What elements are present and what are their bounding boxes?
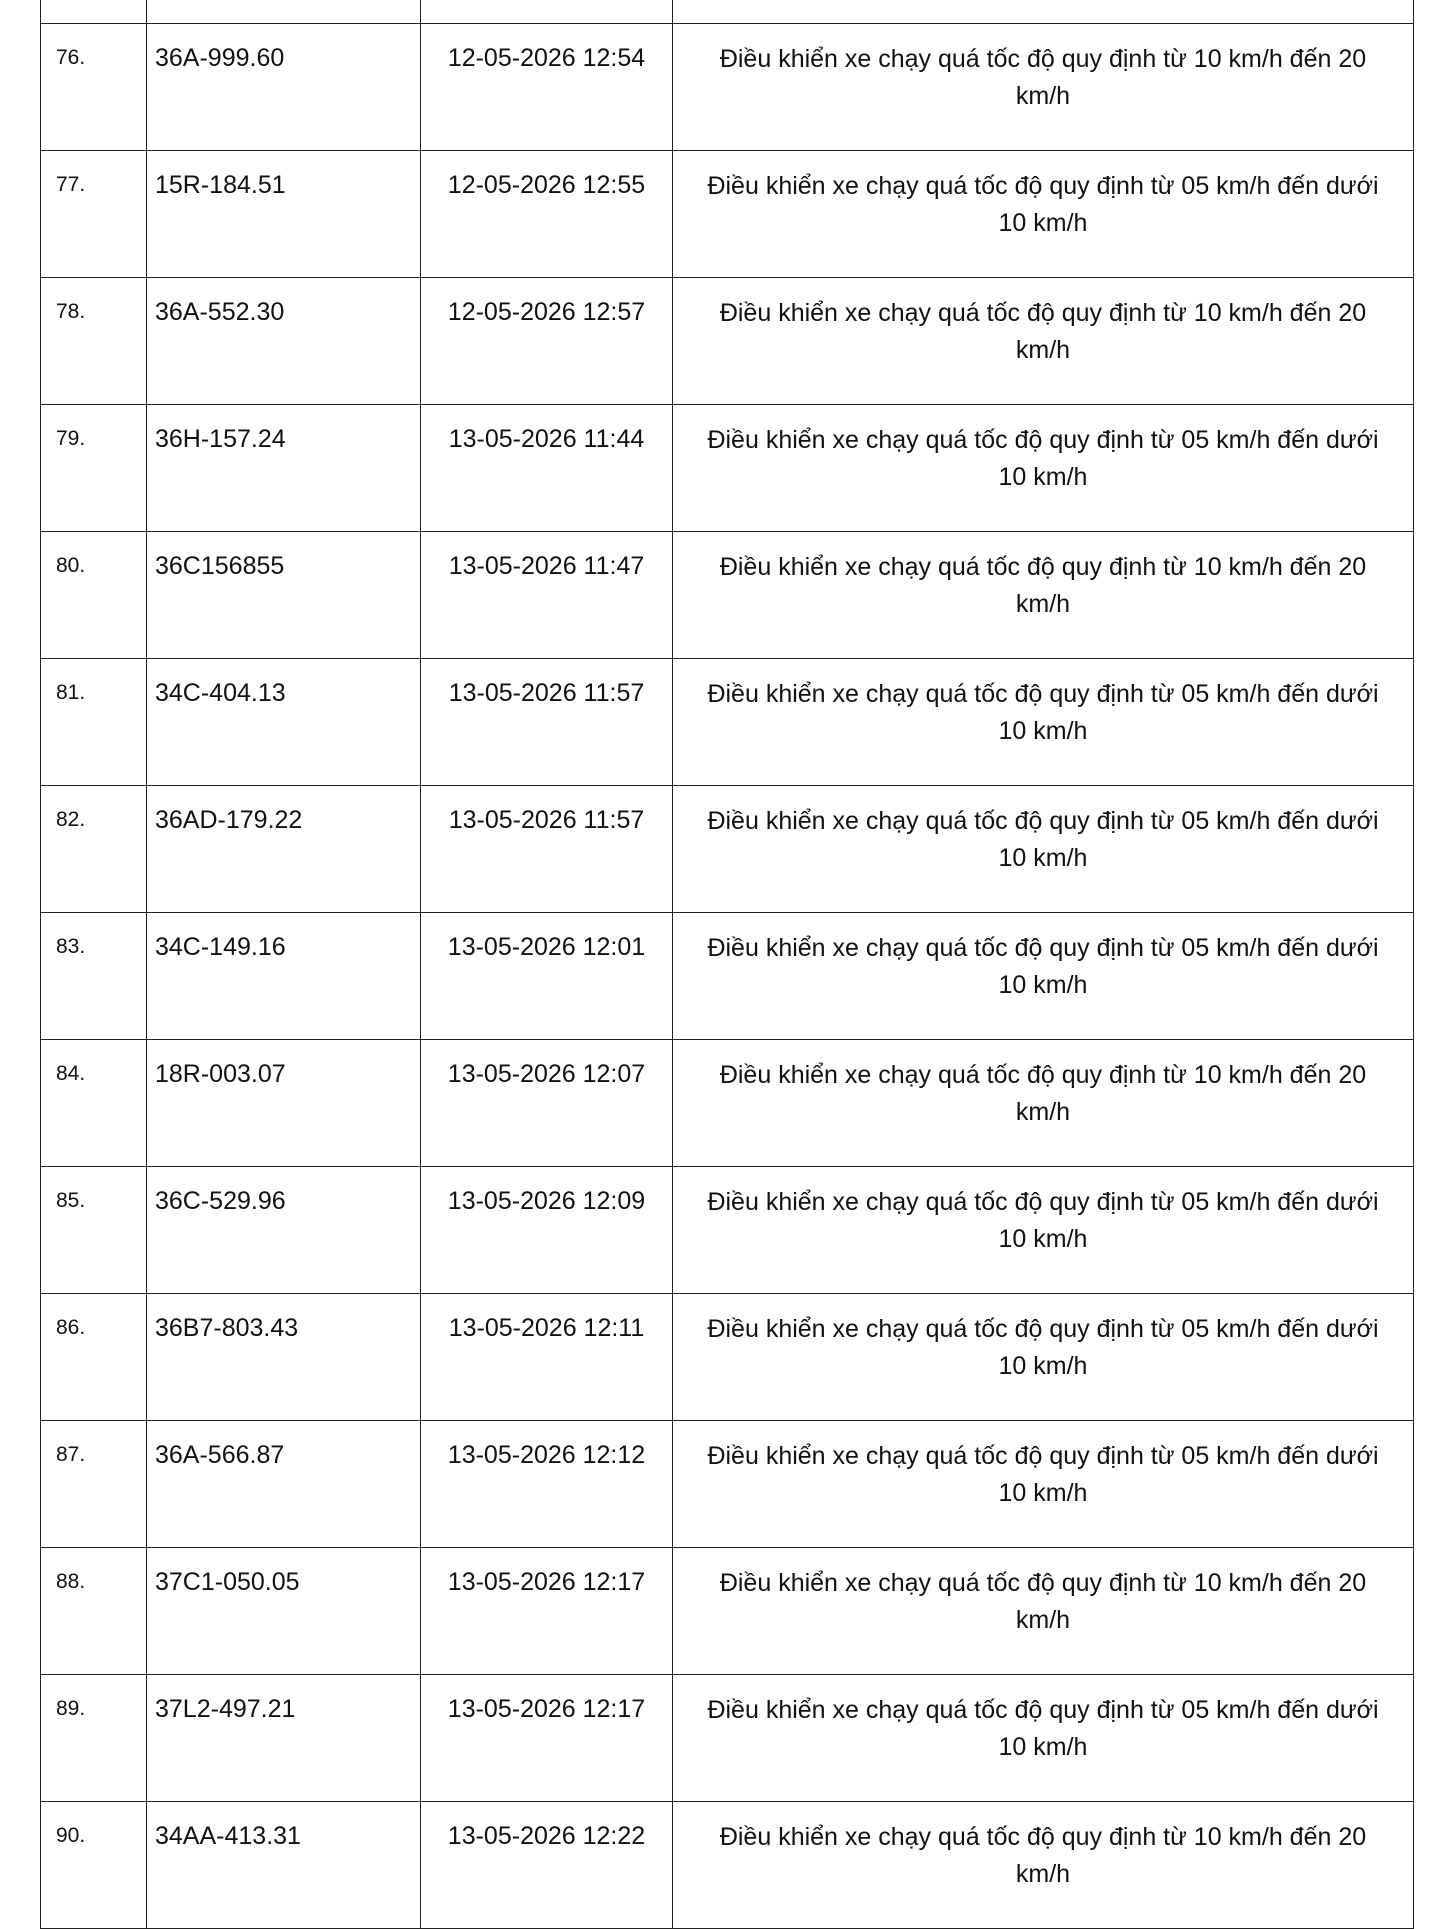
table-row bbox=[41, 151, 1414, 278]
violation-time-cell: 13-05-2026 11:47 bbox=[421, 532, 673, 659]
violation-description-cell: Điều khiển xe chạy quá tốc độ quy định từ 10 km/h đến 20 km/h bbox=[673, 278, 1414, 405]
violation-time-cell: 13-05-2026 12:17 bbox=[421, 1548, 673, 1675]
stub-cell bbox=[41, 0, 147, 24]
license-plate-cell: 36A-999.60 bbox=[147, 24, 421, 151]
violations-table-body bbox=[41, 0, 1414, 1929]
row-number-cell: 81. bbox=[41, 659, 147, 786]
table-row bbox=[41, 1294, 1414, 1421]
row-number-cell: 83. bbox=[41, 913, 147, 1040]
license-plate-cell: 36A-552.30 bbox=[147, 278, 421, 405]
row-number-cell: 86. bbox=[41, 1294, 147, 1421]
license-plate-cell: 36AD-179.22 bbox=[147, 786, 421, 913]
table-row bbox=[41, 24, 1414, 151]
row-number-cell: 85. bbox=[41, 1167, 147, 1294]
table-row bbox=[41, 405, 1414, 532]
table-row bbox=[41, 1802, 1414, 1929]
violation-description-cell: Điều khiển xe chạy quá tốc độ quy định từ 05 km/h đến dưới 10 km/h bbox=[673, 786, 1414, 913]
license-plate-cell: 37L2-497.21 bbox=[147, 1675, 421, 1802]
row-number-cell: 76. bbox=[41, 24, 147, 151]
table-row bbox=[41, 1167, 1414, 1294]
row-number-cell: 78. bbox=[41, 278, 147, 405]
row-number-cell: 84. bbox=[41, 1040, 147, 1167]
violation-description-cell: Điều khiển xe chạy quá tốc độ quy định từ 05 km/h đến dưới 10 km/h bbox=[673, 151, 1414, 278]
license-plate-cell: 36H-157.24 bbox=[147, 405, 421, 532]
violation-description-cell: Điều khiển xe chạy quá tốc độ quy định từ 10 km/h đến 20 km/h bbox=[673, 24, 1414, 151]
row-number-cell: 82. bbox=[41, 786, 147, 913]
license-plate-cell: 34C-404.13 bbox=[147, 659, 421, 786]
violation-time-cell: 13-05-2026 11:44 bbox=[421, 405, 673, 532]
row-number-cell: 80. bbox=[41, 532, 147, 659]
stub-cell bbox=[147, 0, 421, 24]
license-plate-cell: 34C-149.16 bbox=[147, 913, 421, 1040]
license-plate-cell: 34AA-413.31 bbox=[147, 1802, 421, 1929]
violation-description-cell: Điều khiển xe chạy quá tốc độ quy định từ 05 km/h đến dưới 10 km/h bbox=[673, 1421, 1414, 1548]
violation-description-cell: Điều khiển xe chạy quá tốc độ quy định từ 05 km/h đến dưới 10 km/h bbox=[673, 1675, 1414, 1802]
stub-cell bbox=[421, 0, 673, 24]
violation-time-cell: 12-05-2026 12:54 bbox=[421, 24, 673, 151]
row-number-cell: 89. bbox=[41, 1675, 147, 1802]
violation-description-cell: Điều khiển xe chạy quá tốc độ quy định từ 05 km/h đến dưới 10 km/h bbox=[673, 913, 1414, 1040]
stub-cell bbox=[673, 0, 1414, 24]
table-row bbox=[41, 1548, 1414, 1675]
violation-description-cell: Điều khiển xe chạy quá tốc độ quy định từ 05 km/h đến dưới 10 km/h bbox=[673, 1167, 1414, 1294]
violation-time-cell: 13-05-2026 12:01 bbox=[421, 913, 673, 1040]
table-row bbox=[41, 1675, 1414, 1802]
table-row bbox=[41, 913, 1414, 1040]
table-row bbox=[41, 1040, 1414, 1167]
violation-time-cell: 13-05-2026 12:17 bbox=[421, 1675, 673, 1802]
license-plate-cell: 36A-566.87 bbox=[147, 1421, 421, 1548]
table-row bbox=[41, 659, 1414, 786]
violation-description-cell: Điều khiển xe chạy quá tốc độ quy định từ 10 km/h đến 20 km/h bbox=[673, 532, 1414, 659]
table-row bbox=[41, 1421, 1414, 1548]
table-row bbox=[41, 786, 1414, 913]
license-plate-cell: 37C1-050.05 bbox=[147, 1548, 421, 1675]
row-number-cell: 79. bbox=[41, 405, 147, 532]
table-row bbox=[41, 278, 1414, 405]
previous-row-stub bbox=[41, 0, 1414, 24]
violation-description-cell: Điều khiển xe chạy quá tốc độ quy định từ 05 km/h đến dưới 10 km/h bbox=[673, 1294, 1414, 1421]
row-number-cell: 77. bbox=[41, 151, 147, 278]
violation-time-cell: 13-05-2026 11:57 bbox=[421, 786, 673, 913]
violations-table bbox=[40, 0, 1414, 1929]
violation-time-cell: 13-05-2026 12:09 bbox=[421, 1167, 673, 1294]
violation-time-cell: 13-05-2026 12:12 bbox=[421, 1421, 673, 1548]
violation-description-cell: Điều khiển xe chạy quá tốc độ quy định từ 10 km/h đến 20 km/h bbox=[673, 1802, 1414, 1929]
violation-description-cell: Điều khiển xe chạy quá tốc độ quy định từ 05 km/h đến dưới 10 km/h bbox=[673, 405, 1414, 532]
violation-time-cell: 13-05-2026 12:07 bbox=[421, 1040, 673, 1167]
violation-time-cell: 13-05-2026 11:57 bbox=[421, 659, 673, 786]
violation-time-cell: 12-05-2026 12:57 bbox=[421, 278, 673, 405]
violation-time-cell: 13-05-2026 12:11 bbox=[421, 1294, 673, 1421]
row-number-cell: 90. bbox=[41, 1802, 147, 1929]
violation-description-cell: Điều khiển xe chạy quá tốc độ quy định từ 10 km/h đến 20 km/h bbox=[673, 1040, 1414, 1167]
violation-time-cell: 12-05-2026 12:55 bbox=[421, 151, 673, 278]
license-plate-cell: 15R-184.51 bbox=[147, 151, 421, 278]
license-plate-cell: 36B7-803.43 bbox=[147, 1294, 421, 1421]
violation-description-cell: Điều khiển xe chạy quá tốc độ quy định từ 10 km/h đến 20 km/h bbox=[673, 1548, 1414, 1675]
violation-description-cell: Điều khiển xe chạy quá tốc độ quy định từ 05 km/h đến dưới 10 km/h bbox=[673, 659, 1414, 786]
license-plate-cell: 36C156855 bbox=[147, 532, 421, 659]
row-number-cell: 88. bbox=[41, 1548, 147, 1675]
license-plate-cell: 36C-529.96 bbox=[147, 1167, 421, 1294]
table-row bbox=[41, 532, 1414, 659]
violation-time-cell: 13-05-2026 12:22 bbox=[421, 1802, 673, 1929]
row-number-cell: 87. bbox=[41, 1421, 147, 1548]
license-plate-cell: 18R-003.07 bbox=[147, 1040, 421, 1167]
